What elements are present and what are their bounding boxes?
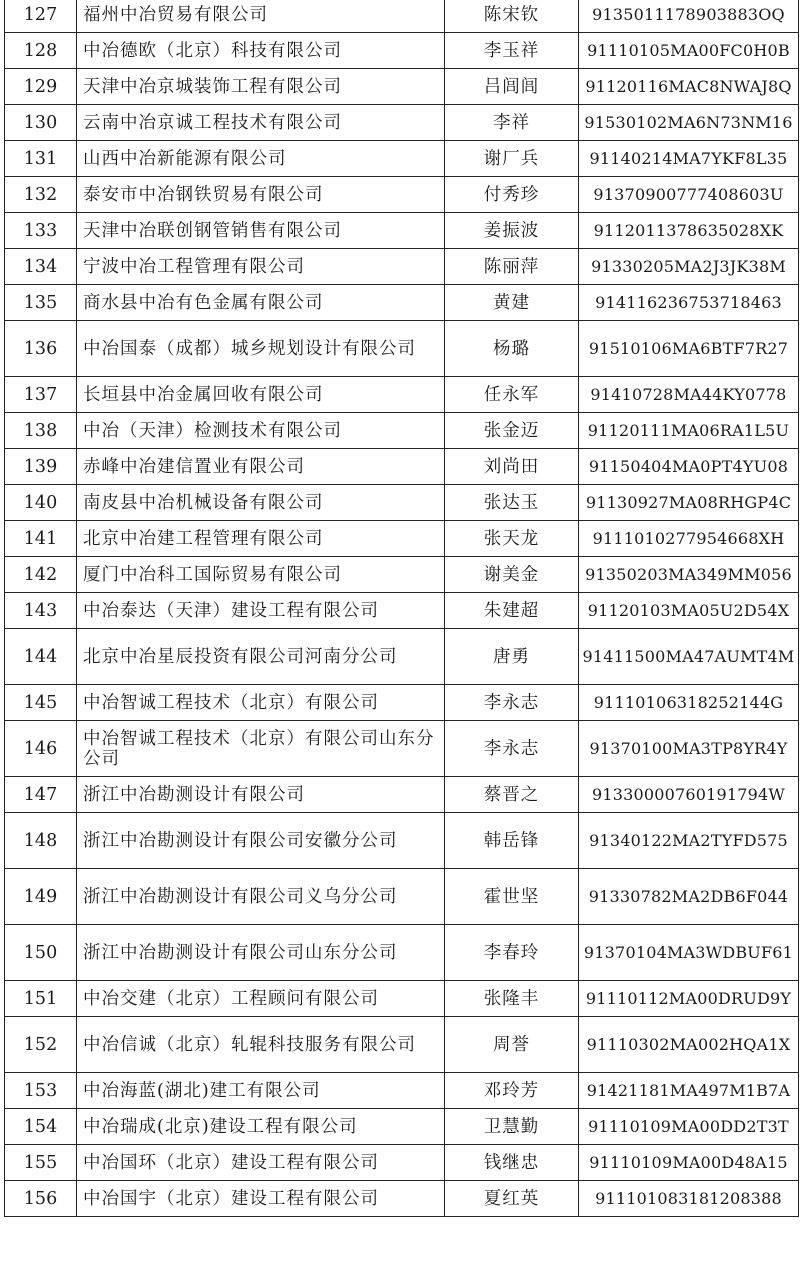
credit-code-cell: 91370100MA3TP8YR4Y xyxy=(579,721,799,777)
company-name-cell: 中冶国环（北京）建设工程有限公司 xyxy=(77,1145,445,1181)
table-row xyxy=(5,377,799,413)
credit-code-cell: 911101083181208388 xyxy=(579,1181,799,1217)
company-registry-table xyxy=(4,0,799,1217)
row-index: 137 xyxy=(5,377,77,413)
legal-representative-cell: 钱继忠 xyxy=(445,1145,579,1181)
table-row xyxy=(5,177,799,213)
company-name-cell: 中冶交建（北京）工程顾问有限公司 xyxy=(77,981,445,1017)
company-name-cell: 福州中冶贸易有限公司 xyxy=(77,0,445,33)
row-index: 151 xyxy=(5,981,77,1017)
legal-representative-cell: 卫慧勤 xyxy=(445,1109,579,1145)
table-row xyxy=(5,69,799,105)
table-row xyxy=(5,869,799,925)
row-index: 148 xyxy=(5,813,77,869)
row-index: 152 xyxy=(5,1017,77,1073)
table-row xyxy=(5,593,799,629)
legal-representative-cell: 杨璐 xyxy=(445,321,579,377)
legal-representative-cell: 李春玲 xyxy=(445,925,579,981)
table-row xyxy=(5,321,799,377)
legal-representative-cell: 陈宋钦 xyxy=(445,0,579,33)
row-index: 141 xyxy=(5,521,77,557)
credit-code-cell: 9135011178903883OQ xyxy=(579,0,799,33)
company-name-cell: 浙江中冶勘测设计有限公司义乌分公司 xyxy=(77,869,445,925)
credit-code-cell: 9111010277954668XH xyxy=(579,521,799,557)
table-row xyxy=(5,413,799,449)
credit-code-cell: 91120103MA05U2D54X xyxy=(579,593,799,629)
credit-code-cell: 91110106318252144G xyxy=(579,685,799,721)
company-name-cell: 泰安市中冶钢铁贸易有限公司 xyxy=(77,177,445,213)
company-name-cell: 浙江中冶勘测设计有限公司安徽分公司 xyxy=(77,813,445,869)
credit-code-cell: 91340122MA2TYFD575 xyxy=(579,813,799,869)
legal-representative-cell: 霍世坚 xyxy=(445,869,579,925)
company-name-cell: 中冶泰达（天津）建设工程有限公司 xyxy=(77,593,445,629)
row-index: 132 xyxy=(5,177,77,213)
row-index: 155 xyxy=(5,1145,77,1181)
credit-code-cell: 91510106MA6BTF7R27 xyxy=(579,321,799,377)
row-index: 136 xyxy=(5,321,77,377)
row-index: 156 xyxy=(5,1181,77,1217)
row-index: 134 xyxy=(5,249,77,285)
credit-code-cell: 91150404MA0PT4YU08 xyxy=(579,449,799,485)
legal-representative-cell: 付秀珍 xyxy=(445,177,579,213)
credit-code-cell: 91330782MA2DB6F044 xyxy=(579,869,799,925)
credit-code-cell: 9112011378635028XK xyxy=(579,213,799,249)
legal-representative-cell: 陈丽萍 xyxy=(445,249,579,285)
row-index: 139 xyxy=(5,449,77,485)
legal-representative-cell: 李玉祥 xyxy=(445,33,579,69)
row-index: 138 xyxy=(5,413,77,449)
legal-representative-cell: 夏红英 xyxy=(445,1181,579,1217)
table-row xyxy=(5,521,799,557)
company-name-cell: 浙江中冶勘测设计有限公司山东分公司 xyxy=(77,925,445,981)
legal-representative-cell: 黄建 xyxy=(445,285,579,321)
company-name-cell: 中冶智诚工程技术（北京）有限公司山东分公司 xyxy=(77,721,445,777)
company-name-cell: 长垣县中冶金属回收有限公司 xyxy=(77,377,445,413)
row-index: 145 xyxy=(5,685,77,721)
table-row xyxy=(5,981,799,1017)
row-index: 153 xyxy=(5,1073,77,1109)
legal-representative-cell: 周誉 xyxy=(445,1017,579,1073)
credit-code-cell: 91120111MA06RA1L5U xyxy=(579,413,799,449)
company-name-cell: 中冶信诚（北京）轧辊科技服务有限公司 xyxy=(77,1017,445,1073)
row-index: 127 xyxy=(5,0,77,33)
legal-representative-cell: 姜振波 xyxy=(445,213,579,249)
table-row xyxy=(5,285,799,321)
row-index: 133 xyxy=(5,213,77,249)
legal-representative-cell: 韩岳锋 xyxy=(445,813,579,869)
table-row xyxy=(5,105,799,141)
table-row xyxy=(5,449,799,485)
credit-code-cell: 91350203MA349MM056 xyxy=(579,557,799,593)
table-row xyxy=(5,721,799,777)
row-index: 128 xyxy=(5,33,77,69)
credit-code-cell: 91370900777408603U xyxy=(579,177,799,213)
company-name-cell: 南皮县中冶机械设备有限公司 xyxy=(77,485,445,521)
table-row xyxy=(5,557,799,593)
table-row xyxy=(5,249,799,285)
table-row xyxy=(5,33,799,69)
company-name-cell: 中冶国泰（成都）城乡规划设计有限公司 xyxy=(77,321,445,377)
company-name-cell: 北京中冶星辰投资有限公司河南分公司 xyxy=(77,629,445,685)
legal-representative-cell: 张天龙 xyxy=(445,521,579,557)
credit-code-cell: 914116236753718463 xyxy=(579,285,799,321)
legal-representative-cell: 张金迈 xyxy=(445,413,579,449)
row-index: 135 xyxy=(5,285,77,321)
legal-representative-cell: 朱建超 xyxy=(445,593,579,629)
legal-representative-cell: 张达玉 xyxy=(445,485,579,521)
legal-representative-cell: 李永志 xyxy=(445,685,579,721)
table-row xyxy=(5,485,799,521)
table-body xyxy=(5,0,799,1217)
company-name-cell: 厦门中冶科工国际贸易有限公司 xyxy=(77,557,445,593)
company-name-cell: 中冶德欧（北京）科技有限公司 xyxy=(77,33,445,69)
legal-representative-cell: 吕闾闾 xyxy=(445,69,579,105)
row-index: 147 xyxy=(5,777,77,813)
table-row xyxy=(5,0,799,33)
credit-code-cell: 91110109MA00DD2T3T xyxy=(579,1109,799,1145)
company-name-cell: 云南中冶京诚工程技术有限公司 xyxy=(77,105,445,141)
legal-representative-cell: 谢美金 xyxy=(445,557,579,593)
legal-representative-cell: 唐勇 xyxy=(445,629,579,685)
table-row xyxy=(5,685,799,721)
company-name-cell: 宁波中冶工程管理有限公司 xyxy=(77,249,445,285)
row-index: 146 xyxy=(5,721,77,777)
credit-code-cell: 91410728MA44KY0778 xyxy=(579,377,799,413)
credit-code-cell: 91330205MA2J3JK38M xyxy=(579,249,799,285)
row-index: 150 xyxy=(5,925,77,981)
table-row xyxy=(5,1109,799,1145)
table-row xyxy=(5,777,799,813)
company-name-cell: 中冶瑞成(北京)建设工程有限公司 xyxy=(77,1109,445,1145)
credit-code-cell: 91110112MA00DRUD9Y xyxy=(579,981,799,1017)
table-row xyxy=(5,141,799,177)
row-index: 130 xyxy=(5,105,77,141)
company-name-cell: 赤峰中冶建信置业有限公司 xyxy=(77,449,445,485)
company-name-cell: 山西中冶新能源有限公司 xyxy=(77,141,445,177)
table-row xyxy=(5,1145,799,1181)
table-row xyxy=(5,1017,799,1073)
legal-representative-cell: 任永军 xyxy=(445,377,579,413)
company-name-cell: 浙江中冶勘测设计有限公司 xyxy=(77,777,445,813)
credit-code-cell: 91130927MA08RHGP4C xyxy=(579,485,799,521)
table-row xyxy=(5,1073,799,1109)
legal-representative-cell: 谢厂兵 xyxy=(445,141,579,177)
row-index: 129 xyxy=(5,69,77,105)
credit-code-cell: 91140214MA7YKF8L35 xyxy=(579,141,799,177)
credit-code-cell: 91411500MA47AUMT4M xyxy=(579,629,799,685)
company-name-cell: 商水县中冶有色金属有限公司 xyxy=(77,285,445,321)
company-name-cell: 中冶智诚工程技术（北京）有限公司 xyxy=(77,685,445,721)
credit-code-cell: 91120116MAC8NWAJ8Q xyxy=(579,69,799,105)
table-row xyxy=(5,813,799,869)
legal-representative-cell: 李祥 xyxy=(445,105,579,141)
company-name-cell: 中冶国宇（北京）建设工程有限公司 xyxy=(77,1181,445,1217)
row-index: 131 xyxy=(5,141,77,177)
table-row xyxy=(5,1181,799,1217)
row-index: 154 xyxy=(5,1109,77,1145)
row-index: 149 xyxy=(5,869,77,925)
row-index: 144 xyxy=(5,629,77,685)
row-index: 142 xyxy=(5,557,77,593)
company-name-cell: 中冶（天津）检测技术有限公司 xyxy=(77,413,445,449)
table-row xyxy=(5,629,799,685)
legal-representative-cell: 蔡晋之 xyxy=(445,777,579,813)
table-row xyxy=(5,925,799,981)
credit-code-cell: 91421181MA497M1B7A xyxy=(579,1073,799,1109)
credit-code-cell: 91110109MA00D48A15 xyxy=(579,1145,799,1181)
credit-code-cell: 91530102MA6N73NM16 xyxy=(579,105,799,141)
company-name-cell: 天津中冶联创钢管销售有限公司 xyxy=(77,213,445,249)
credit-code-cell: 91110302MA002HQA1X xyxy=(579,1017,799,1073)
legal-representative-cell: 邓玲芳 xyxy=(445,1073,579,1109)
table-row xyxy=(5,213,799,249)
row-index: 143 xyxy=(5,593,77,629)
credit-code-cell: 91110105MA00FC0H0B xyxy=(579,33,799,69)
company-name-cell: 天津中冶京城装饰工程有限公司 xyxy=(77,69,445,105)
legal-representative-cell: 李永志 xyxy=(445,721,579,777)
credit-code-cell: 91370104MA3WDBUF61 xyxy=(579,925,799,981)
company-name-cell: 中冶海蓝(湖北)建工有限公司 xyxy=(77,1073,445,1109)
legal-representative-cell: 刘尚田 xyxy=(445,449,579,485)
row-index: 140 xyxy=(5,485,77,521)
legal-representative-cell: 张隆丰 xyxy=(445,981,579,1017)
company-name-cell: 北京中冶建工程管理有限公司 xyxy=(77,521,445,557)
credit-code-cell: 91330000760191794W xyxy=(579,777,799,813)
